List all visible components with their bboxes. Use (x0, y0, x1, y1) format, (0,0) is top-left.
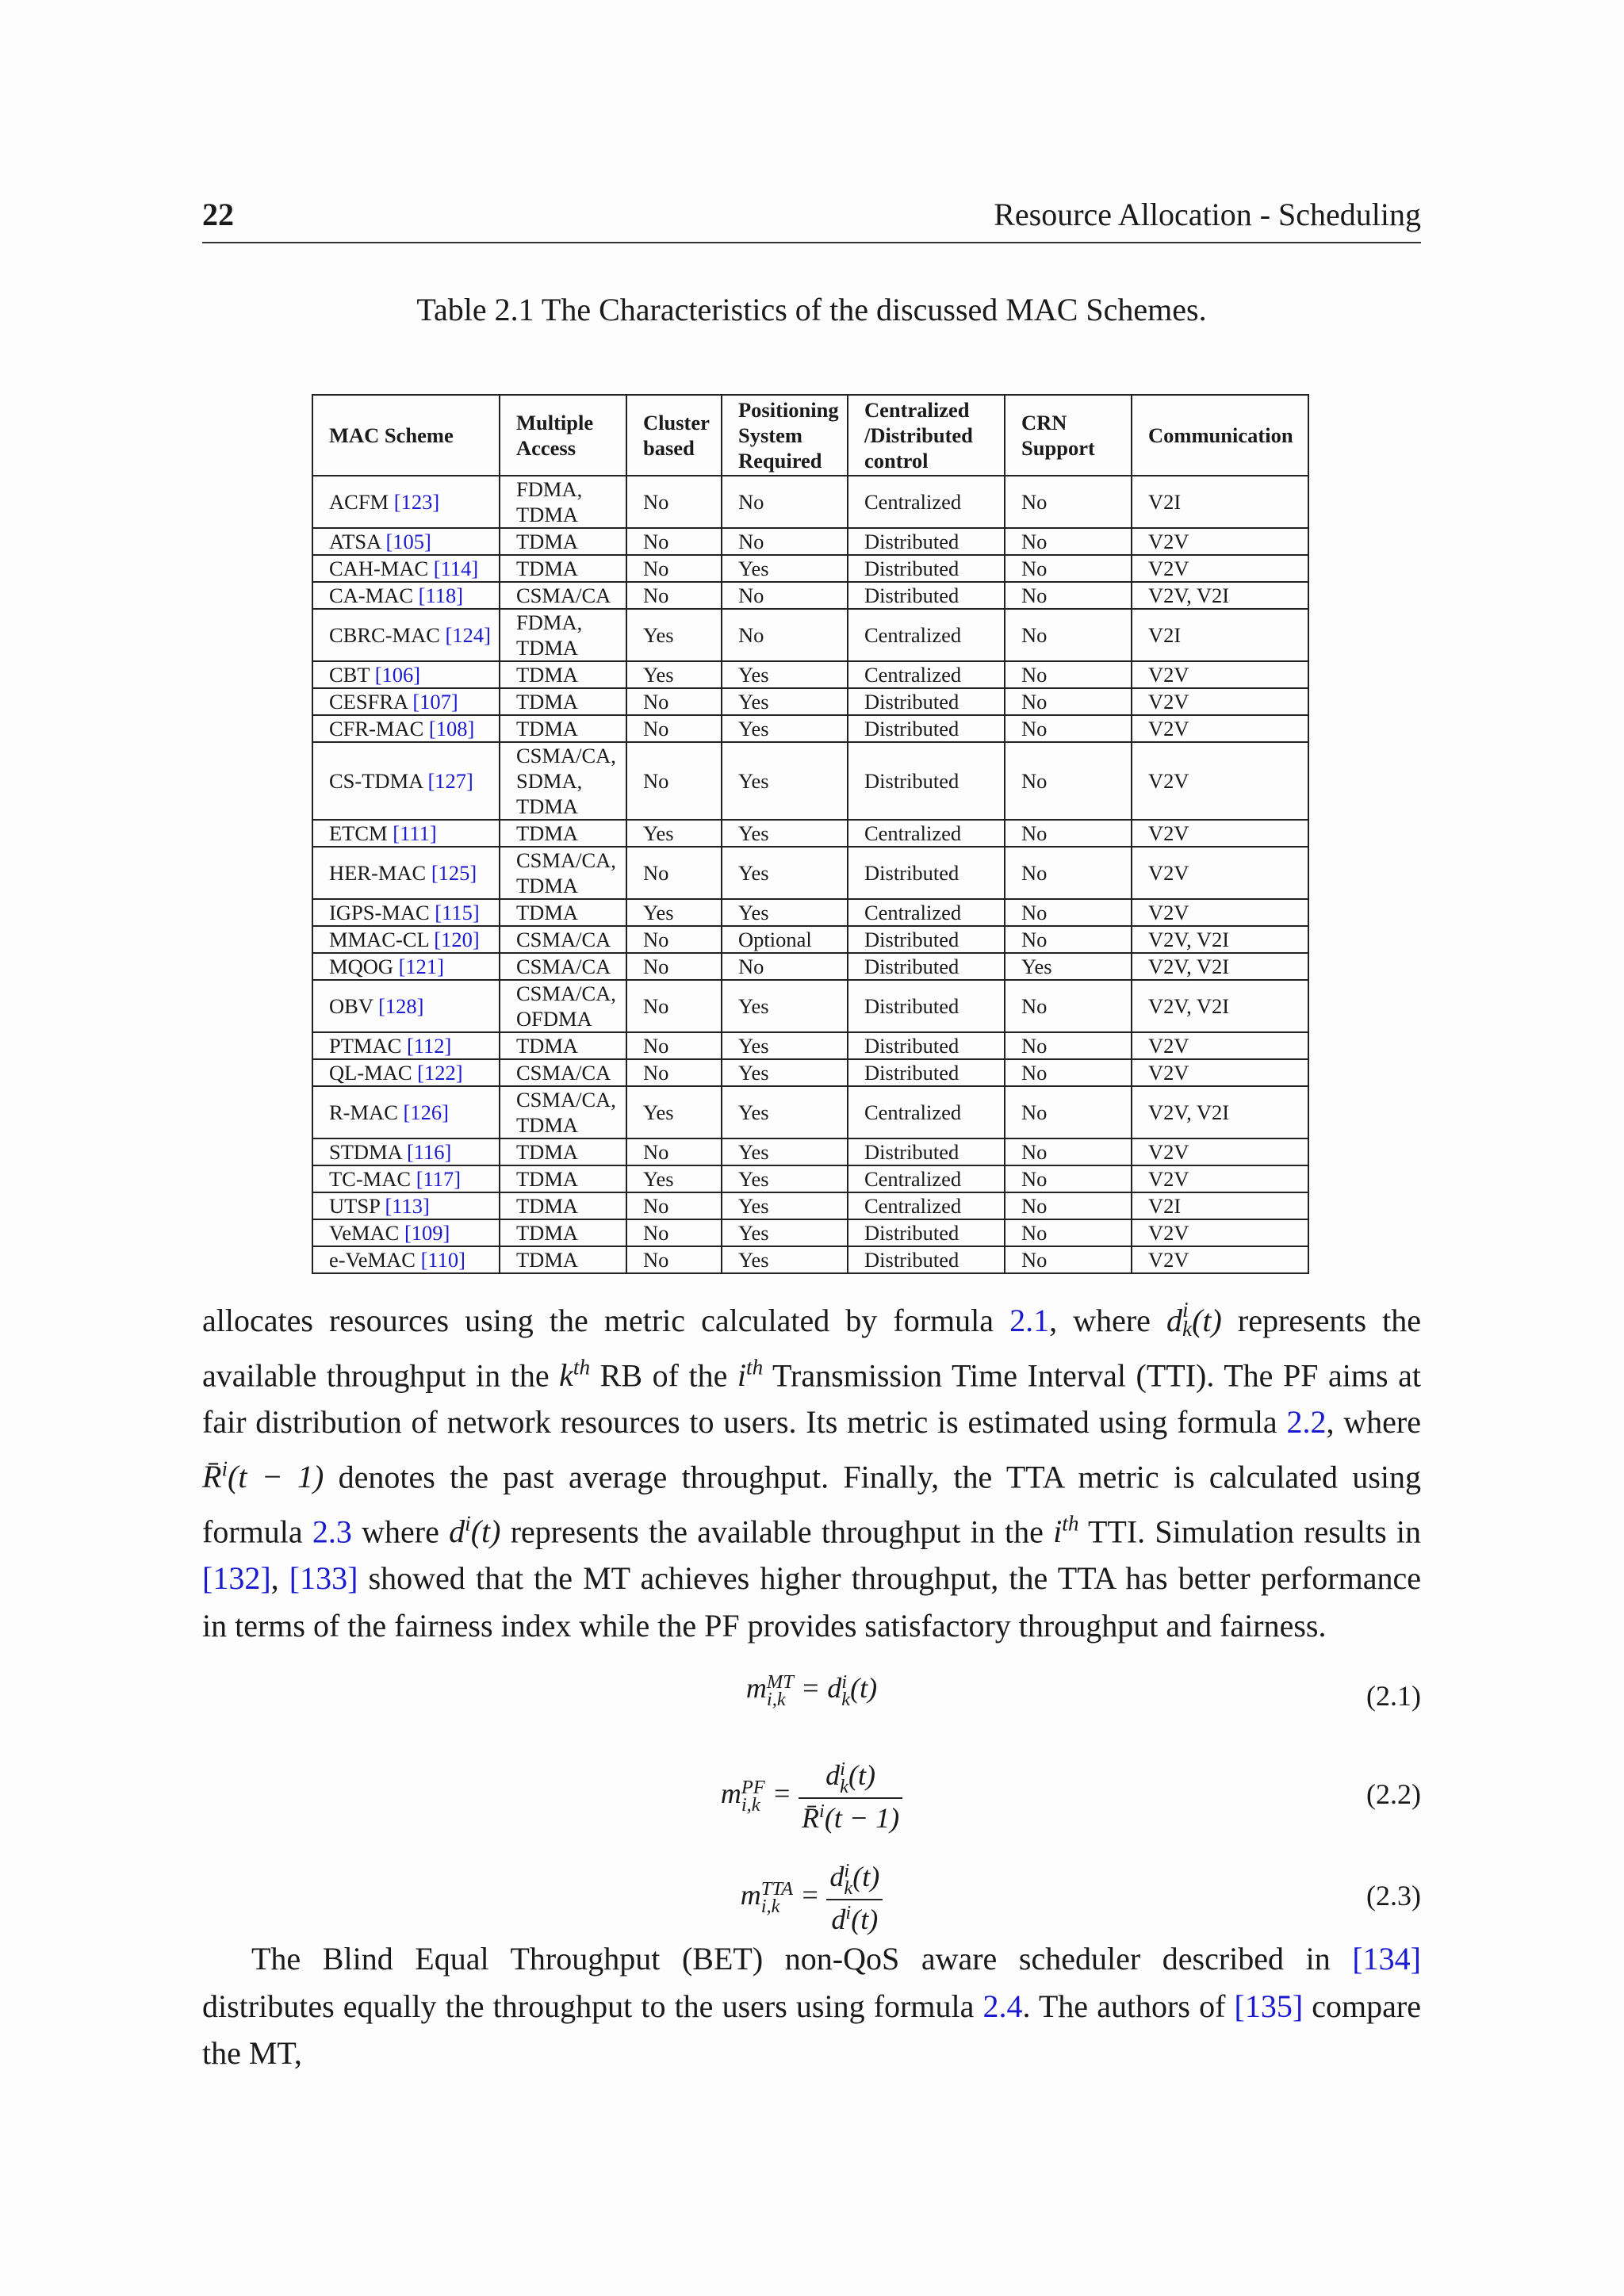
control-cell: Distributed (848, 980, 1005, 1032)
citation-link[interactable]: [121] (398, 955, 445, 978)
positioning-cell: Yes (722, 1086, 848, 1138)
citation-link[interactable]: [124] (445, 623, 491, 647)
equation-2-3: m TTA i,k = d i k (t) $d^i(t)$ (2.3) (740, 1859, 1421, 1935)
crn-cell: No (1005, 1032, 1132, 1059)
access-cell: TDMA (500, 555, 626, 582)
cluster-cell: No (626, 1059, 722, 1086)
crn-cell: No (1005, 980, 1132, 1032)
control-cell: Distributed (848, 1219, 1005, 1246)
equation-number: (2.3) (1366, 1880, 1421, 1911)
comm-cell: V2V (1132, 1219, 1308, 1246)
control-cell: Distributed (848, 742, 1005, 820)
comm-cell: V2V (1132, 847, 1308, 899)
citation-link[interactable]: [122] (417, 1061, 463, 1085)
mac-scheme-cell: MMAC-CL [120] (312, 926, 500, 953)
comm-cell: V2I (1132, 1192, 1308, 1219)
link-ref-133[interactable]: [133] (289, 1560, 358, 1597)
equation-2-1: m MT i,k = d i k (t) (2.1) (745, 1670, 1421, 1712)
comm-cell: V2V (1132, 688, 1308, 715)
positioning-cell: Yes (722, 742, 848, 820)
positioning-cell: Yes (722, 1032, 848, 1059)
control-cell: Distributed (848, 528, 1005, 555)
cluster-cell: Yes (626, 899, 722, 926)
control-cell: Distributed (848, 715, 1005, 742)
crn-cell: No (1005, 661, 1132, 688)
positioning-cell: Yes (722, 1246, 848, 1273)
table-row (312, 715, 1308, 742)
access-cell: TDMA (500, 1246, 626, 1273)
comm-cell: V2V (1132, 661, 1308, 688)
access-cell: TDMA (500, 661, 626, 688)
mac-scheme-cell: CESFRA [107] (312, 688, 500, 715)
mac-scheme-cell: OBV [128] (312, 980, 500, 1032)
table-row (312, 661, 1308, 688)
table-row (312, 688, 1308, 715)
citation-link[interactable]: [117] (416, 1167, 462, 1191)
mac-scheme-cell: HER-MAC [125] (312, 847, 500, 899)
access-cell: CSMA/CA, SDMA, TDMA (500, 742, 626, 820)
access-cell: FDMA, TDMA (500, 476, 626, 528)
mac-scheme-cell: TC-MAC [117] (312, 1165, 500, 1192)
crn-cell: No (1005, 1138, 1132, 1165)
citation-link[interactable]: [115] (435, 901, 480, 924)
crn-cell: No (1005, 582, 1132, 609)
access-cell: TDMA (500, 1219, 626, 1246)
mac-scheme-cell: PTMAC [112] (312, 1032, 500, 1059)
citation-link[interactable]: [126] (403, 1100, 449, 1124)
citation-link[interactable]: [105] (385, 530, 431, 553)
comm-cell: V2V, V2I (1132, 953, 1308, 980)
citation-link[interactable]: [125] (431, 861, 477, 885)
crn-cell: No (1005, 1165, 1132, 1192)
column-header: Cluster based (626, 395, 722, 476)
citation-link[interactable]: [111] (393, 821, 437, 845)
mac-scheme-cell: QL-MAC [122] (312, 1059, 500, 1086)
link-eq-2-1[interactable]: 2.1 (1009, 1303, 1050, 1338)
table-header-row (312, 395, 1308, 476)
control-cell: Centralized (848, 1086, 1005, 1138)
mac-scheme-cell: CA-MAC [118] (312, 582, 500, 609)
positioning-cell: Yes (722, 661, 848, 688)
mac-scheme-cell: CBT [106] (312, 661, 500, 688)
positioning-cell: Yes (722, 820, 848, 847)
comm-cell: V2V (1132, 555, 1308, 582)
positioning-cell: No (722, 953, 848, 980)
citation-link[interactable]: [127] (427, 769, 473, 793)
positioning-cell: Yes (722, 1165, 848, 1192)
positioning-cell: Yes (722, 847, 848, 899)
comm-cell: V2V (1132, 820, 1308, 847)
crn-cell: No (1005, 476, 1132, 528)
cluster-cell: No (626, 582, 722, 609)
access-cell: TDMA (500, 1138, 626, 1165)
comm-cell: V2V (1132, 1246, 1308, 1273)
comm-cell: V2V (1132, 1032, 1308, 1059)
table-row (312, 953, 1308, 980)
positioning-cell: Yes (722, 555, 848, 582)
citation-link[interactable]: [106] (374, 663, 421, 687)
cluster-cell: No (626, 1032, 722, 1059)
citation-link[interactable]: [107] (412, 690, 458, 714)
citation-link[interactable]: [116] (406, 1140, 452, 1164)
equation-number: (2.2) (1366, 1778, 1421, 1810)
column-header: Centralized /Distributed control (848, 395, 1005, 476)
access-cell: CSMA/CA (500, 953, 626, 980)
control-cell: Centralized (848, 899, 1005, 926)
positioning-cell: Yes (722, 1192, 848, 1219)
positioning-cell: No (722, 476, 848, 528)
positioning-cell: Yes (722, 1219, 848, 1246)
positioning-cell: No (722, 528, 848, 555)
column-header: Positioning System Required (722, 395, 848, 476)
crn-cell: No (1005, 899, 1132, 926)
positioning-cell: Yes (722, 899, 848, 926)
mac-scheme-cell: IGPS-MAC [115] (312, 899, 500, 926)
column-header: Multiple Access (500, 395, 626, 476)
link-ref-135[interactable]: [135] (1234, 1988, 1304, 2024)
access-cell: CSMA/CA (500, 582, 626, 609)
equation-number: (2.1) (1366, 1680, 1421, 1712)
mac-schemes-table (312, 394, 1309, 1274)
citation-link[interactable]: [112] (406, 1034, 452, 1058)
mac-scheme-cell: ACFM [123] (312, 476, 500, 528)
crn-cell: No (1005, 715, 1132, 742)
comm-cell: V2V, V2I (1132, 980, 1308, 1032)
access-cell: CSMA/CA (500, 926, 626, 953)
link-ref-132[interactable]: [132] (202, 1560, 271, 1597)
cluster-cell: No (626, 742, 722, 820)
cluster-cell: No (626, 926, 722, 953)
crn-cell: No (1005, 1246, 1132, 1273)
table-row (312, 926, 1308, 953)
crn-cell: No (1005, 742, 1132, 820)
comm-cell: V2V (1132, 715, 1308, 742)
control-cell: Centralized (848, 609, 1005, 661)
table-caption: Table 2.1 The Characteristics of the discussed MAC Schemes. (416, 292, 1207, 327)
positioning-cell: Yes (722, 1059, 848, 1086)
control-cell: Distributed (848, 1032, 1005, 1059)
mac-scheme-cell: CBRC-MAC [124] (312, 609, 500, 661)
access-cell: CSMA/CA, TDMA (500, 847, 626, 899)
table-row (312, 742, 1308, 820)
table-row (312, 476, 1308, 528)
citation-link[interactable]: [113] (385, 1194, 430, 1218)
access-cell: FDMA, TDMA (500, 609, 626, 661)
control-cell: Distributed (848, 582, 1005, 609)
citation-link[interactable]: [120] (434, 928, 480, 951)
link-eq-2-3[interactable]: 2.3 (312, 1513, 352, 1549)
mac-scheme-cell: R-MAC [126] (312, 1086, 500, 1138)
cluster-cell: No (626, 953, 722, 980)
table-row (312, 899, 1308, 926)
comm-cell: V2V, V2I (1132, 582, 1308, 609)
access-cell: TDMA (500, 1032, 626, 1059)
crn-cell: No (1005, 1192, 1132, 1219)
comm-cell: V2V, V2I (1132, 926, 1308, 953)
table-row (312, 1138, 1308, 1165)
running-title: Resource Allocation - Scheduling (994, 197, 1421, 232)
table-row (312, 1059, 1308, 1086)
access-cell: TDMA (500, 715, 626, 742)
comm-cell: V2V, V2I (1132, 1086, 1308, 1138)
control-cell: Distributed (848, 847, 1005, 899)
comm-cell: V2I (1132, 476, 1308, 528)
table-row (312, 1086, 1308, 1138)
positioning-cell: Yes (722, 1138, 848, 1165)
access-cell: TDMA (500, 688, 626, 715)
positioning-cell: Yes (722, 715, 848, 742)
table-row (312, 1165, 1308, 1192)
table-row (312, 1192, 1308, 1219)
access-cell: TDMA (500, 528, 626, 555)
mac-scheme-cell: CS-TDMA [127] (312, 742, 500, 820)
cluster-cell: Yes (626, 1165, 722, 1192)
crn-cell: No (1005, 609, 1132, 661)
comm-cell: V2V (1132, 528, 1308, 555)
control-cell: Centralized (848, 476, 1005, 528)
cluster-cell: Yes (626, 1086, 722, 1138)
crn-cell: No (1005, 688, 1132, 715)
control-cell: Centralized (848, 661, 1005, 688)
access-cell: TDMA (500, 1192, 626, 1219)
control-cell: Centralized (848, 820, 1005, 847)
crn-cell: No (1005, 1086, 1132, 1138)
cluster-cell: No (626, 1246, 722, 1273)
cluster-cell: No (626, 528, 722, 555)
cluster-cell: No (626, 1219, 722, 1246)
cluster-cell: No (626, 1192, 722, 1219)
column-header: MAC Scheme (312, 395, 500, 476)
access-cell: CSMA/CA, OFDMA (500, 980, 626, 1032)
control-cell: Centralized (848, 1165, 1005, 1192)
mac-scheme-cell: MQOG [121] (312, 953, 500, 980)
cluster-cell: No (626, 1138, 722, 1165)
mac-scheme-cell: STDMA [116] (312, 1138, 500, 1165)
link-eq-2-4[interactable]: 2.4 (982, 1988, 1023, 2024)
access-cell: CSMA/CA, TDMA (500, 1086, 626, 1138)
crn-cell: No (1005, 926, 1132, 953)
positioning-cell: No (722, 582, 848, 609)
paragraph-1: allocates resources using the metric calculated by formula 2.1, where d i k (t) represents the available throughput in the $k^{th}$ RB of the $i^{th}$ Transmission Time Interval (TTI). The PF aims at fair distribution of network resources to users. Its metric is estimated using formula 2.2, where R̄$^i$(t − 1) denotes the past average throughput. Finally, the TTA metric is calculated using formula 2.3 where $d^i(t)$ represents the available throughput in the $i^{th}$ TTI. Simulation results in [132], [133] showed that the MT achieves higher throughput, the TTA has better performance in terms of the fairness index while the PF provides satisfactory throughput and fairness. (202, 1297, 1422, 1644)
cluster-cell: No (626, 715, 722, 742)
citation-link[interactable]: [108] (428, 717, 475, 740)
citation-link[interactable]: [109] (404, 1221, 450, 1245)
crn-cell: Yes (1005, 953, 1132, 980)
citation-link[interactable]: [123] (393, 490, 440, 514)
table-row (312, 609, 1308, 661)
mac-scheme-cell: CFR-MAC [108] (312, 715, 500, 742)
control-cell: Centralized (848, 1192, 1005, 1219)
access-cell: TDMA (500, 820, 626, 847)
paragraph-2: The Blind Equal Throughput (BET) non-QoS aware scheduler described in [134] distributes equally the throughput to the users using formula 2.4. The authors of [135] compare the MT, (202, 1941, 1421, 2071)
positioning-cell: No (722, 609, 848, 661)
page-header (202, 194, 1421, 243)
comm-cell: V2V (1132, 1165, 1308, 1192)
positioning-cell: Yes (722, 980, 848, 1032)
column-header: Communication (1132, 395, 1308, 476)
control-cell: Distributed (848, 555, 1005, 582)
table-body (312, 476, 1308, 1273)
control-cell: Distributed (848, 1138, 1005, 1165)
crn-cell: No (1005, 555, 1132, 582)
table-row (312, 528, 1308, 555)
cluster-cell: No (626, 555, 722, 582)
comm-cell: V2I (1132, 609, 1308, 661)
comm-cell: V2V (1132, 899, 1308, 926)
comm-cell: V2V (1132, 742, 1308, 820)
mac-scheme-cell: ETCM [111] (312, 820, 500, 847)
access-cell: TDMA (500, 1165, 626, 1192)
control-cell: Distributed (848, 1246, 1005, 1273)
mac-scheme-cell: ATSA [105] (312, 528, 500, 555)
cluster-cell: Yes (626, 661, 722, 688)
citation-link[interactable]: [114] (433, 557, 479, 580)
comm-cell: V2V (1132, 1138, 1308, 1165)
table-row (312, 820, 1308, 847)
cluster-cell: No (626, 476, 722, 528)
link-eq-2-2[interactable]: 2.2 (1286, 1404, 1327, 1441)
crn-cell: No (1005, 1219, 1132, 1246)
table-row (312, 555, 1308, 582)
citation-link[interactable]: [128] (378, 994, 424, 1018)
crn-cell: No (1005, 1059, 1132, 1086)
access-cell: CSMA/CA (500, 1059, 626, 1086)
control-cell: Distributed (848, 926, 1005, 953)
comm-cell: V2V (1132, 1059, 1308, 1086)
page-number: 22 (202, 197, 234, 232)
positioning-cell: Yes (722, 688, 848, 715)
equation-2-2: m PF i,k = d i k (t) R̄$^i$(t − 1) (2.2) (720, 1758, 1421, 1834)
control-cell: Distributed (848, 953, 1005, 980)
citation-link[interactable]: [110] (420, 1248, 465, 1272)
table-row (312, 1219, 1308, 1246)
crn-cell: No (1005, 847, 1132, 899)
cluster-cell: Yes (626, 820, 722, 847)
cluster-cell: No (626, 688, 722, 715)
table-row (312, 1032, 1308, 1059)
crn-cell: No (1005, 820, 1132, 847)
cluster-cell: No (626, 980, 722, 1032)
table-row (312, 582, 1308, 609)
access-cell: TDMA (500, 899, 626, 926)
mac-scheme-cell: CAH-MAC [114] (312, 555, 500, 582)
mac-scheme-cell: e-VeMAC [110] (312, 1246, 500, 1273)
control-cell: Distributed (848, 1059, 1005, 1086)
positioning-cell: Optional (722, 926, 848, 953)
cluster-cell: No (626, 847, 722, 899)
table-row (312, 1246, 1308, 1273)
citation-link[interactable]: [118] (418, 584, 464, 607)
table-row (312, 847, 1308, 899)
mac-scheme-cell: VeMAC [109] (312, 1219, 500, 1246)
mac-scheme-cell: UTSP [113] (312, 1192, 500, 1219)
control-cell: Distributed (848, 688, 1005, 715)
link-ref-134[interactable]: [134] (1352, 1941, 1421, 1976)
column-header: CRN Support (1005, 395, 1132, 476)
cluster-cell: Yes (626, 609, 722, 661)
table-row (312, 980, 1308, 1032)
crn-cell: No (1005, 528, 1132, 555)
